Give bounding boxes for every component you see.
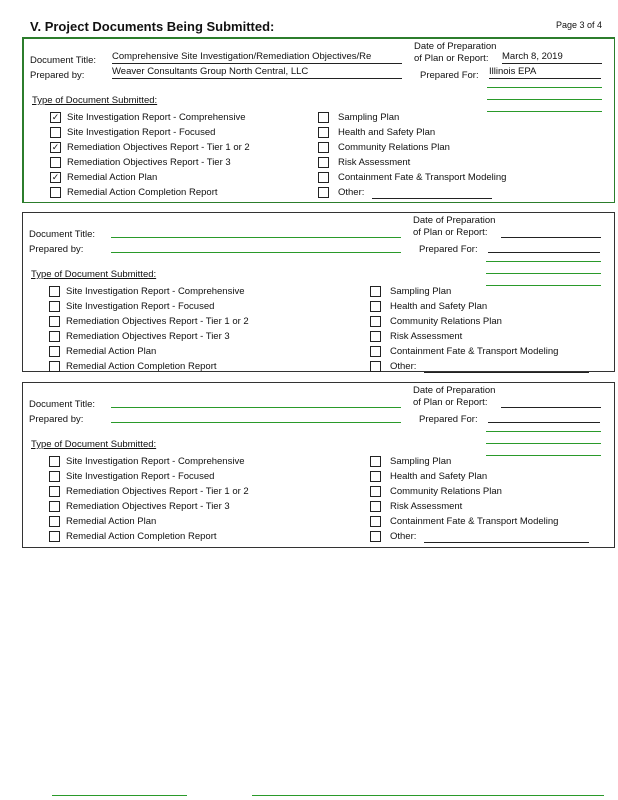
checkbox[interactable] (370, 346, 381, 357)
option-label: Health and Safety Plan (390, 471, 488, 482)
option-label: Risk Assessment (338, 157, 411, 168)
prepared-for-label: Prepared For: (419, 414, 478, 425)
option-label: Remedial Action Completion Report (67, 187, 218, 198)
option-label: Site Investigation Report - Focused (67, 127, 216, 138)
document-title-label: Document Title: (29, 229, 95, 240)
document-type-heading: Type of Document Submitted: (32, 95, 158, 106)
checkbox[interactable] (49, 471, 60, 482)
prepared-for-field[interactable] (488, 240, 600, 253)
prepared-for-extra-line[interactable] (486, 443, 601, 444)
prepared-for-extra-line[interactable] (486, 431, 601, 432)
checkbox[interactable] (370, 301, 381, 312)
document-title-field[interactable] (111, 225, 401, 238)
document-title-field[interactable] (111, 395, 401, 408)
checkbox[interactable] (50, 127, 61, 138)
checkbox[interactable] (50, 187, 61, 198)
option-label: Community Relations Plan (390, 316, 502, 327)
option-label: Health and Safety Plan (390, 301, 488, 312)
option-label: Site Investigation Report - Focused (66, 301, 215, 312)
option-label: Site Investigation Report - Comprehensive (66, 286, 245, 297)
prepared-by-field[interactable] (111, 410, 401, 423)
date-label-line2: of Plan or Report: (414, 53, 489, 64)
document-title-label: Document Title: (29, 399, 95, 410)
option-label: Risk Assessment (390, 331, 463, 342)
checkbox[interactable] (49, 516, 60, 527)
option-label: Remediation Objectives Report - Tier 3 (66, 331, 230, 342)
option-label: Sampling Plan (338, 112, 400, 123)
option-label: Remediation Objectives Report - Tier 1 or 2 (67, 142, 250, 153)
checkbox[interactable] (370, 501, 381, 512)
option-label: Remedial Action Plan (67, 172, 158, 183)
option-label: Site Investigation Report - Comprehensive (66, 456, 245, 467)
prepared-for-field[interactable]: Illinois EPA (489, 66, 601, 79)
checkbox[interactable] (370, 316, 381, 327)
footer-line (52, 795, 187, 796)
option-label: Health and Safety Plan (338, 127, 436, 138)
date-field[interactable]: March 8, 2019 (502, 51, 602, 64)
document-title-field[interactable]: Comprehensive Site Investigation/Remediation Objectives/Re (112, 51, 402, 64)
option-label: Remediation Objectives Report - Tier 3 (66, 501, 230, 512)
prepared-for-extra-line[interactable] (486, 261, 601, 262)
option-label: Containment Fate & Transport Modeling (390, 516, 559, 527)
date-label-line1: Date of Preparation (414, 41, 497, 52)
other-field[interactable] (372, 198, 492, 199)
checkbox[interactable] (370, 486, 381, 497)
prepared-by-field[interactable] (111, 240, 401, 253)
prepared-for-extra-line[interactable] (486, 285, 601, 286)
prepared-for-extra-line[interactable] (487, 87, 602, 88)
document-block-1 (22, 37, 615, 203)
option-label: Remediation Objectives Report - Tier 3 (67, 157, 231, 168)
section-title: V. Project Documents Being Submitted: (30, 19, 275, 34)
prepared-by-label: Prepared by: (29, 244, 84, 255)
checkbox[interactable] (370, 531, 381, 542)
checkbox[interactable] (49, 531, 60, 542)
document-block-2 (22, 212, 615, 372)
document-type-heading: Type of Document Submitted: (31, 269, 157, 280)
checkbox[interactable] (370, 516, 381, 527)
checkbox[interactable] (370, 471, 381, 482)
option-label: Remediation Objectives Report - Tier 1 or 2 (66, 486, 249, 497)
checkbox[interactable] (49, 331, 60, 342)
option-label: Other: (390, 361, 417, 372)
option-label: Remediation Objectives Report - Tier 1 or 2 (66, 316, 249, 327)
option-label: Site Investigation Report - Comprehensive (67, 112, 246, 123)
checkbox[interactable] (49, 361, 60, 372)
date-label-line2: of Plan or Report: (413, 397, 488, 408)
checkbox[interactable] (49, 346, 60, 357)
option-label: Remedial Action Completion Report (66, 531, 217, 542)
checkbox[interactable] (370, 331, 381, 342)
checkbox[interactable]: ✓ (51, 112, 60, 122)
prepared-for-label: Prepared For: (420, 70, 479, 81)
date-label-line1: Date of Preparation (413, 215, 496, 226)
checkbox[interactable] (318, 127, 329, 138)
option-label: Remedial Action Plan (66, 516, 157, 527)
option-label: Containment Fate & Transport Modeling (390, 346, 559, 357)
date-label-line1: Date of Preparation (413, 385, 496, 396)
prepared-for-extra-line[interactable] (486, 455, 601, 456)
checkbox[interactable] (49, 456, 60, 467)
footer-line (252, 795, 604, 796)
option-label: Risk Assessment (390, 501, 463, 512)
document-block-3 (22, 382, 615, 548)
checkbox[interactable] (49, 501, 60, 512)
page-number: Page 3 of 4 (556, 20, 603, 30)
option-label: Remedial Action Plan (66, 346, 157, 357)
checkbox[interactable] (49, 316, 60, 327)
checkbox[interactable] (49, 286, 60, 297)
prepared-for-label: Prepared For: (419, 244, 478, 255)
prepared-for-extra-line[interactable] (487, 111, 602, 112)
checkbox[interactable] (50, 157, 61, 168)
date-field[interactable] (501, 395, 601, 408)
checkbox[interactable]: ✓ (51, 172, 60, 182)
option-label: Site Investigation Report - Focused (66, 471, 215, 482)
prepared-by-field[interactable]: Weaver Consultants Group North Central, LLC (112, 66, 402, 79)
prepared-by-label: Prepared by: (29, 414, 84, 425)
option-label: Containment Fate & Transport Modeling (338, 172, 507, 183)
document-type-heading: Type of Document Submitted: (31, 439, 157, 450)
date-label-line2: of Plan or Report: (413, 227, 488, 238)
option-label: Community Relations Plan (390, 486, 502, 497)
checkbox[interactable] (318, 112, 329, 123)
other-field[interactable] (424, 372, 589, 373)
date-field[interactable] (501, 225, 601, 238)
prepared-for-extra-line[interactable] (486, 273, 601, 274)
checkbox[interactable] (370, 456, 381, 467)
other-field[interactable] (424, 542, 589, 543)
checkbox[interactable] (318, 142, 329, 153)
checkbox[interactable] (49, 301, 60, 312)
checkbox[interactable] (370, 361, 381, 372)
checkbox[interactable]: ✓ (51, 142, 60, 152)
checkbox[interactable] (370, 286, 381, 297)
prepared-for-field[interactable] (488, 410, 600, 423)
checkbox[interactable] (49, 486, 60, 497)
option-label: Sampling Plan (390, 456, 452, 467)
option-label: Other: (338, 187, 365, 198)
option-label: Community Relations Plan (338, 142, 450, 153)
prepared-by-label: Prepared by: (30, 70, 85, 81)
checkbox[interactable] (318, 157, 329, 168)
prepared-for-extra-line[interactable] (487, 99, 602, 100)
option-label: Sampling Plan (390, 286, 452, 297)
document-title-label: Document Title: (30, 55, 96, 66)
checkbox[interactable] (318, 187, 329, 198)
option-label: Remedial Action Completion Report (66, 361, 217, 372)
option-label: Other: (390, 531, 417, 542)
checkbox[interactable] (318, 172, 329, 183)
